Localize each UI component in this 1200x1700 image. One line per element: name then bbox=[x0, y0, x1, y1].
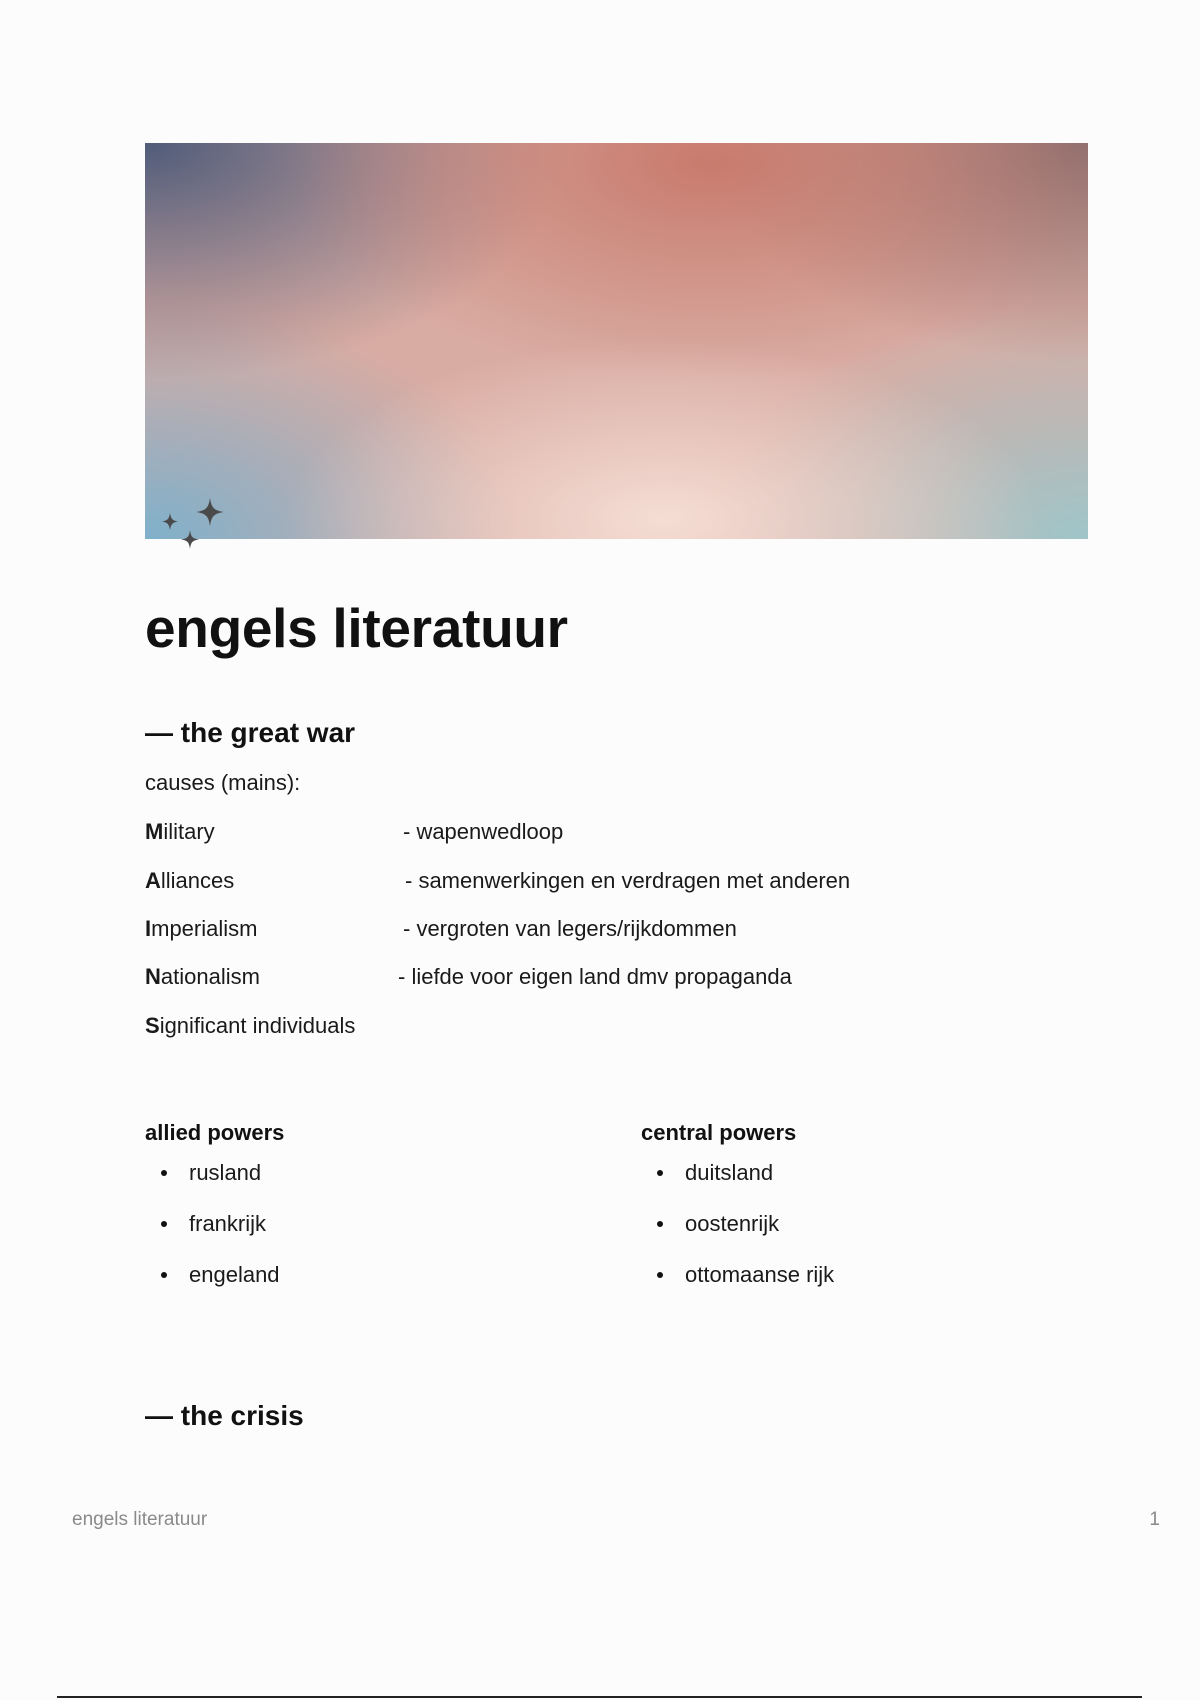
allied-powers-heading: allied powers bbox=[145, 1120, 285, 1145]
cause-term: Alliances bbox=[145, 868, 235, 893]
central-powers-list bbox=[641, 1158, 1041, 1311]
cause-term: Nationalism bbox=[145, 964, 260, 989]
section-heading-great-war: — the great war bbox=[145, 717, 356, 748]
cause-row bbox=[145, 868, 1045, 898]
divider bbox=[57, 1696, 1142, 1698]
cover-image bbox=[145, 143, 1088, 539]
list-item: rusland bbox=[145, 1158, 545, 1209]
bullet-icon bbox=[657, 1272, 663, 1278]
sparkles-icon bbox=[156, 496, 232, 564]
central-powers-column bbox=[641, 1120, 1041, 1311]
central-powers-heading: central powers bbox=[641, 1120, 797, 1145]
footer-title: engels literatuur bbox=[72, 1509, 208, 1530]
list-item: ottomaanse rijk bbox=[641, 1260, 1041, 1311]
list-item: frankrijk bbox=[145, 1209, 545, 1260]
cause-row bbox=[145, 1013, 1045, 1043]
page-number: 1 bbox=[1149, 1509, 1160, 1530]
cause-description: - vergroten van legers/rijkdommen bbox=[403, 916, 737, 941]
allied-powers-list bbox=[145, 1158, 545, 1311]
cause-row bbox=[145, 964, 1045, 994]
cause-row bbox=[145, 819, 1045, 849]
list-item: oostenrijk bbox=[641, 1209, 1041, 1260]
cause-description: - samenwerkingen en verdragen met anderen bbox=[405, 868, 851, 893]
section-heading-crisis: — the crisis bbox=[145, 1400, 304, 1431]
page-title: engels literatuur bbox=[145, 597, 568, 659]
bullet-icon bbox=[657, 1170, 663, 1176]
cause-row bbox=[145, 916, 1045, 946]
cause-description: - liefde voor eigen land dmv propaganda bbox=[398, 964, 792, 989]
list-item: engeland bbox=[145, 1260, 545, 1311]
cause-term: Imperialism bbox=[145, 916, 258, 941]
cause-term: Significant individuals bbox=[145, 1013, 356, 1038]
causes-intro: causes (mains): bbox=[145, 770, 301, 795]
cause-term: Military bbox=[145, 819, 215, 844]
bullet-icon bbox=[161, 1170, 167, 1176]
cause-description: - wapenwedloop bbox=[403, 819, 564, 844]
list-item: duitsland bbox=[641, 1158, 1041, 1209]
bullet-icon bbox=[657, 1221, 663, 1227]
bullet-icon bbox=[161, 1272, 167, 1278]
bullet-icon bbox=[161, 1221, 167, 1227]
allied-powers-column bbox=[145, 1120, 545, 1311]
